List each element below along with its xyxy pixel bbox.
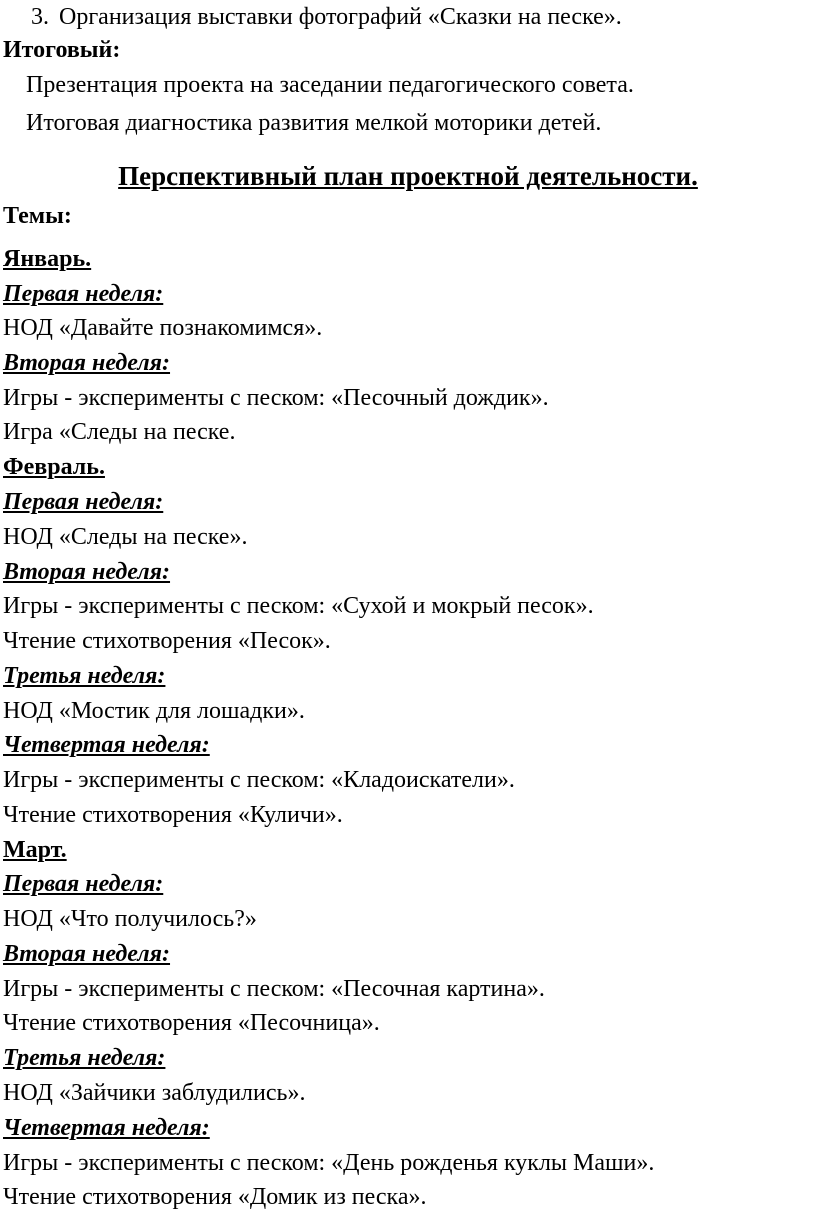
activity-line: НОД «Что получилось?» xyxy=(3,906,257,932)
week-label: Четвертая неделя: xyxy=(3,732,210,758)
activity-line: Игры - эксперименты с песком: «День рожденья куклы Маши». xyxy=(3,1150,655,1176)
activity-line: Чтение стихотворения «Песок». xyxy=(3,628,331,654)
activity-line: НОД «Зайчики заблудились». xyxy=(3,1080,306,1106)
activity-line: НОД «Давайте познакомимся». xyxy=(3,315,323,341)
activity-line: Игра «Следы на песке. xyxy=(3,419,236,445)
activity-line: Чтение стихотворения «Куличи». xyxy=(3,802,343,828)
numbered-item xyxy=(31,3,622,31)
final-line: Итоговая диагностика развития мелкой моторики детей. xyxy=(26,110,602,136)
week-label: Четвертая неделя: xyxy=(3,1115,210,1141)
week-label: Вторая неделя: xyxy=(3,350,171,376)
week-label: Третья неделя: xyxy=(3,1045,166,1071)
activity-line: НОД «Мостик для лошадки». xyxy=(3,698,305,724)
week-label: Первая неделя: xyxy=(3,281,164,307)
month-heading: Февраль. xyxy=(3,454,105,480)
final-line: Презентация проекта на заседании педагогического совета. xyxy=(26,72,634,98)
month-heading: Март. xyxy=(3,837,67,863)
item-text: Организация выставки фотографий «Сказки на песке». xyxy=(59,4,622,30)
week-label: Вторая неделя: xyxy=(3,559,171,585)
final-label: Итоговый: xyxy=(3,37,121,63)
activity-line: НОД «Следы на песке». xyxy=(3,524,248,550)
activity-line: Игры - эксперименты с песком: «Сухой и мокрый песок». xyxy=(3,593,594,619)
month-heading: Январь. xyxy=(3,246,92,272)
plan-title: Перспективный план проектной деятельности. xyxy=(118,161,698,191)
week-label: Третья неделя: xyxy=(3,663,166,689)
activity-line: Игры - эксперименты с песком: «Песочная картина». xyxy=(3,976,545,1002)
week-label: Первая неделя: xyxy=(3,489,164,515)
item-number: 3. xyxy=(31,4,49,30)
activity-line: Игры - эксперименты с песком: «Кладоискатели». xyxy=(3,767,515,793)
week-label: Вторая неделя: xyxy=(3,941,171,967)
activity-line: Чтение стихотворения «Песочница». xyxy=(3,1010,380,1036)
topics-label: Темы: xyxy=(3,203,72,229)
activity-line: Чтение стихотворения «Домик из песка». xyxy=(3,1184,427,1210)
activity-line: Игры - эксперименты с песком: «Песочный дождик». xyxy=(3,385,549,411)
week-label: Первая неделя: xyxy=(3,871,164,897)
